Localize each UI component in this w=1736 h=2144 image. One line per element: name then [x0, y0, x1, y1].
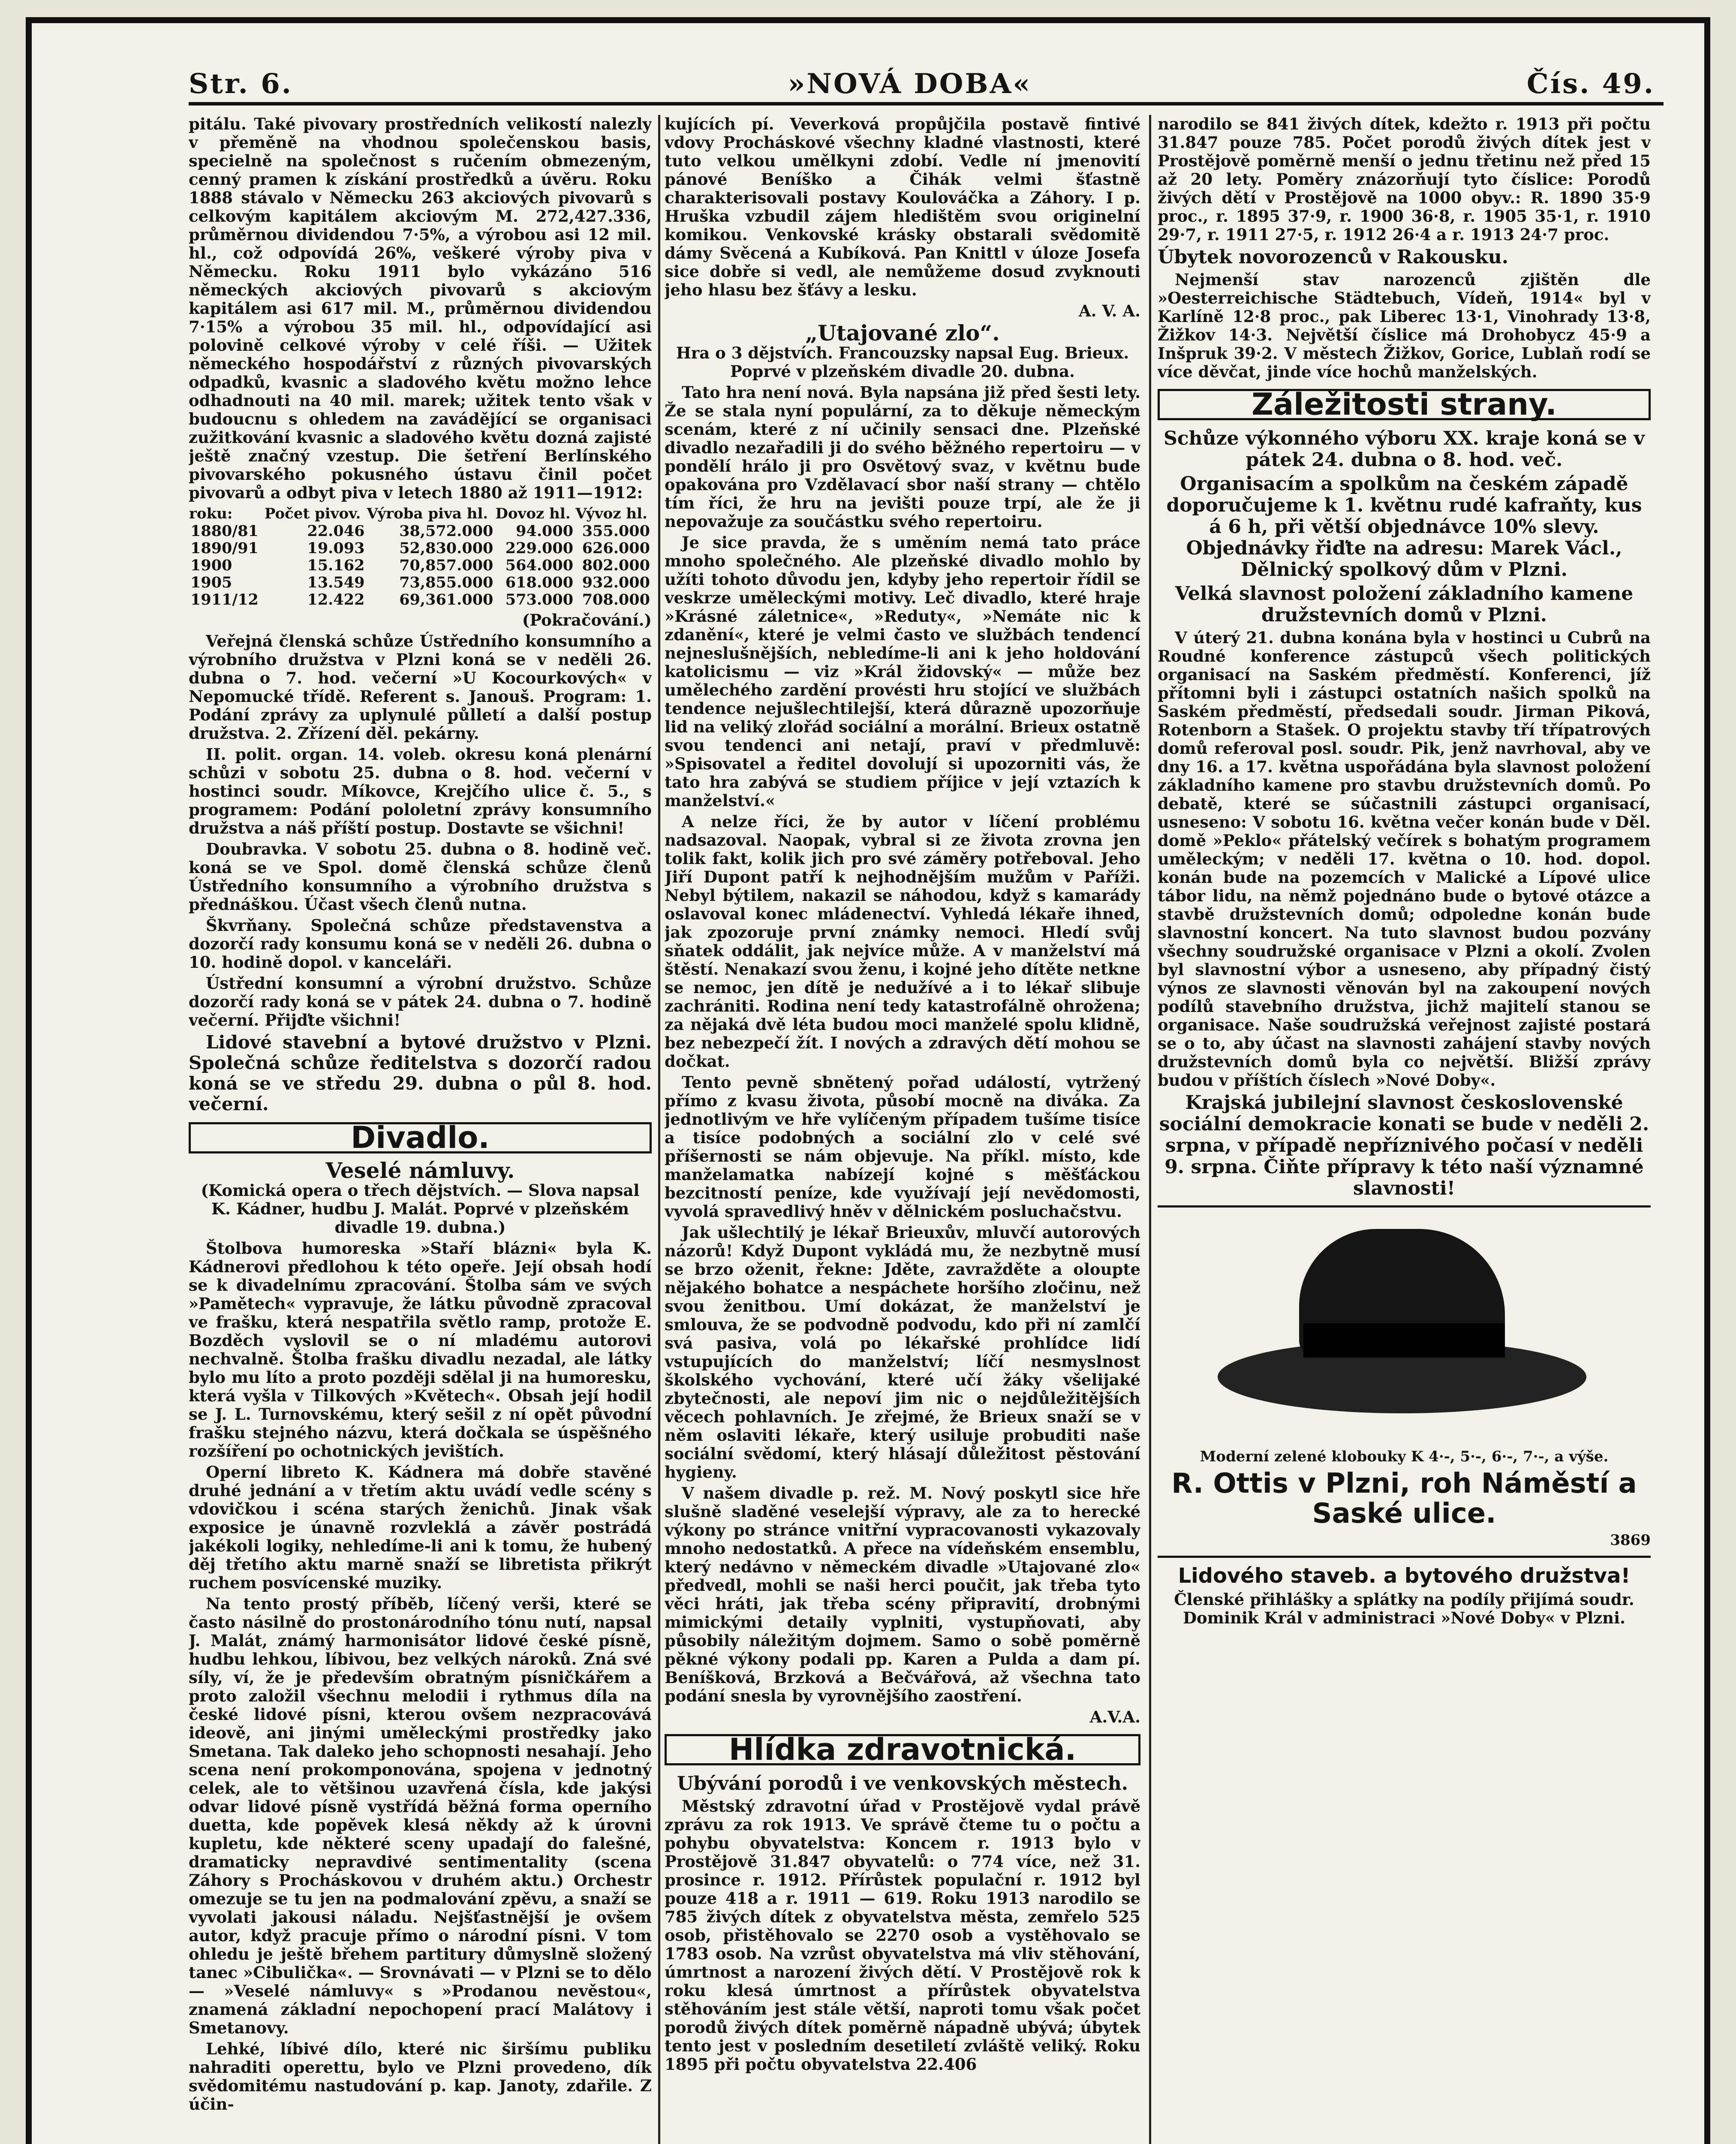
table-cell: 13.549 [307, 574, 365, 591]
author-signature: A.V.A. [1089, 1707, 1140, 1726]
notice-paragraph: Schůze výkonného výboru XX. kraje koná se v pátek 24. dubna o 8. hod. več. [1164, 428, 1645, 471]
table-row [189, 540, 652, 557]
article-subheading: Ubývání porodů i ve venkovských městech. [677, 1773, 1128, 1795]
table-cell: 1900 [190, 557, 232, 574]
continuation-note: (Pokračování.) [522, 611, 652, 629]
table-cell: 1880/81 [190, 522, 259, 540]
table-cell: 19.093 [307, 539, 365, 557]
masthead-title: »NOVÁ DOBA« [788, 67, 1032, 100]
header-rule [189, 102, 1664, 105]
table-cell: 708.000 [582, 591, 650, 608]
table-row [189, 591, 652, 608]
review-paragraph: kujících pí. Veverková propůjčila postavě fintivé vdovy Procháskové všechny kladné vlastnosti, které tuto velkou umělkyni zdobí. Vedle ní jmenovití pánové Beníško a Čihák velmi šťastně charakterisovali postavy Koulováčka a Záhory. I p. Hruška vzbudil zájem hledištěm svou originelní komikou. Venkovské krásky obstarali svědomitě dámy Svěcená a Kubíková. Pan Knittl v úloze Josefa sice dobře si vedl, ale nemůžeme dosud zvyknouti jeho hlasu bez šťávy a lesku. [665, 115, 1140, 299]
notice-paragraph: Lidové stavební a bytové družstvo v Plzni. Společná schůze ředitelstva s dozorčí radou koná se ve středu 29. dubna o půl 8. hod. večerní. [189, 1032, 652, 1114]
table-cell: 15.162 [307, 557, 365, 574]
table-row [189, 523, 652, 540]
review-subtitle: Hra o 3 dějstvích. Francouzsky napsal Eug. Brieux. Poprvé v plzeňském divadle 20. dubna. [676, 343, 1129, 381]
table-cell: 626.000 [582, 539, 650, 557]
ad-hats-shop: R. Ottis v Plzni, roh Náměstí a Saské ulice. [1171, 1468, 1637, 1530]
section-heading-divadlo: Divadlo. [189, 1122, 652, 1153]
review-paragraph: Jak ušlechtilý je lékař Brieuxův, mluvčí autorových názorů! Když Dupont vykládá mu, že nezbytně musí se brzo oženit, řekne: Jděte, zavražděte a oloupte nějakého bohatce a nespáchete horšího zločinu, než svou ženitbou. Umí dokázat, že manželství je smlouva, že se podvodně podvodu, kdo při ní zamlčí svá pasiva, volá po lékařské prohlídce lidí vstupujících do manželství; líčí nesmyslnost školského vychování, které učí žáky všelijaké zbytečnosti, ale nepoví jim nic o nejdůležitějších věcech pohlavních. Je zřejmé, že Brieux snaží se v něm oslaviti lékaře, který usiluje probuditi naše sociální svědomí, který hlásají důležitost pěstování hygieny. [665, 1223, 1140, 1482]
table-cell: 94.000 [516, 522, 574, 540]
review-title: Veselé námluvy. [325, 1158, 515, 1183]
notice-paragraph: Organisacím a spolkům na českém západě doporučujeme k 1. květnu rudé kafraňty, kus á 6 h, při větší objednávce 10% slevy. Objednávky řiďte na adresu: Marek Václ., Dělnický spolkový dům v Plzni. [1166, 473, 1642, 581]
table-cell: 355.000 [582, 522, 650, 540]
table-row [189, 557, 652, 574]
notice-paragraph: Veřejná členská schůze Ústředního konsumního a výrobního družstva v Plzni koná se v neděli 26. dubna o 7. hod. večerní »U Kocourkových« v Nepomucké třídě. Referent s. Janouš. Program: 1. Podání zprávy za uplynulé půlletí a další postup družstva. 2. Zřízení děl. pekárny. [189, 632, 652, 743]
issue-number: Čís. 49. [1526, 67, 1655, 100]
table-header: Výroba piva hl. [367, 505, 488, 522]
review-paragraph: Tato hra není nová. Byla napsána již před šesti lety. Že se stala nyní populární, za to děkuje německým scenám, které z ní učinily sensaci dne. Plzeňské divadlo nezařadili ji do svého běžného repertoiru — v pondělí hrálo ji pro Osvětový svaz, v květnu bude opakována pro Vzdělavací sbor naší strany — chtělo tím říci, že hru na jevišti pouze trpí, ale že ji nepovažuje za součástku svého repertoiru. [665, 383, 1140, 531]
table-cell: 73,855.000 [399, 574, 493, 591]
table-header: Dovoz hl. [495, 505, 571, 522]
column-2 [665, 115, 1140, 2144]
table-cell: 564.000 [505, 557, 574, 574]
divider [1158, 1556, 1651, 1558]
review-paragraph: Štolbova humoreska »Staří blázni« byla K. Kádnerovi předlohou k této opeře. Její obsah hodí se k divadelnímu zpracování. Štolba sám ve svých »Pamětech« vypravuje, že látku původně zpracoval ve frašku, která nespatřila světlo ramp, protože E. Bozděch vyslovil se o ní mladému autorovi nechvalně. Štolba frašku divadlu nezadal, ale látky bylo mu líto a proto později sdělal ji na humoresku, která vyšla v Tilkových »Květech«. Obsah její hodil se J. L. Turnovskému, který sešil z ní opět původní frašku stejného názvu, která dočkala se úspěšného rozšíření po ochotnických jevištích. [189, 1239, 652, 1460]
table-cell: 1911/12 [190, 591, 259, 608]
table-header: roku: [189, 505, 233, 522]
section-heading-zalezitosti: Záležitosti strany. [1158, 389, 1651, 420]
review-paragraph: Tento pevně sbnětený pořad událostí, vytržený přímo z kvasu života, působí mocně na diváka. Za jednotlivým ve hře vylíčeným případem tušíme tisíce a tisíce podobných a sociální zlo v celé své příšernosti se nám objevuje. Na příkl. místo, kde manželamatka nabízejí kojné s měšťáckou bezcitností peníze, kde využívají její nevědomosti, vyvolá spravedlivý hněv v dělnickém posluchačstvu. [665, 1073, 1140, 1221]
column-3 [1158, 115, 1651, 2144]
table-cell: 22.046 [307, 522, 365, 540]
article-subheading: Úbytek novorozenců v Rakousku. [1158, 246, 1509, 268]
column-1 [189, 115, 652, 2144]
ad-cooperative-title: Lidového staveb. a bytového družstva! [1178, 1564, 1631, 1588]
table-cell: 932.000 [582, 574, 650, 591]
notice-paragraph: II. polit. organ. 14. voleb. okresu koná plenární schůzi v sobotu 25. dubna o 8. hod. večerní v hostinci soudr. Míkovce, Krejčího ulice č. 5., s programem: Podání pololetní zprávy konsumního družstva a náš příští postup. Dostavte se všichni! [189, 745, 652, 837]
notice-paragraph: Škvrňany. Společná schůze představenstva a dozorčí rady konsumu koná se v neděli 26. dubna o 10. hodině dopol. v kanceláři. [189, 916, 652, 972]
page-header [189, 64, 1655, 103]
table-cell: 38,572.000 [399, 522, 493, 540]
table-header: Počet pivov. [264, 505, 361, 522]
table-cell: 1890/91 [190, 539, 259, 557]
review-paragraph: V našem divadle p. rež. M. Nový poskytl sice hře slušně sladěné veselejší výpravy, ale za to herecké výkony po stránce vnitřní vypracovanosti vykazovaly mnoho nedostatků. A přece na vídeňském ensemblu, který nedávno v německém divadle »Utajované zlo« předvedl, mohli se naši herci poučit, jak třeba tyto věci hráti, jak třeba scény připravití, drobnými mimickými detaily vyplniti, vystupňovati, aby působily náležitým dojmem. Samo o sobě poměrně pěkné výkony podali pp. Karen a Pulda a dam pí. Beníšková, Brzková a Bečvářová, až všechna tato podání snesla by vyrovnějšího zaostření. [665, 1484, 1140, 1705]
review-paragraph: Na tento prostý příběb, líčený verši, které se často násilně do prostonárodního tónu nutí, napsal J. Malát, známý harmonisátor lidové české písně, hudbu lehkou, líbivou, bez velkých nároků. Zná své síly, ví, že je především obratným písničkářem a proto založil všechnu melodii i rythmus díla na české lidové písni, kterou ovšem nezpracovává ideově, ani jinými uměleckými prostředky jako Smetana. Tak daleko jeho schopnosti nesahají. Jeho scena není prokomponována, spojena v jednotný celek, ale to většinou uzavřená čísla, kde jakýsi odvar lidové písně vystřídá běžná forma operního duetta, kde popěvek klesá někdy až k úrovni kupletu, kde některé sceny upadají do falešné, dramaticky nepravdivé sentimentality (scena Záhory s Procháskovou v druhém aktu.) Orchestr omezuje se tu jen na podmalování zpěvu, a snaží se vyvolati jakousi náladu. Nejšťastnější je ovšem autor, když pracuje přímo o národní písni. V tom ohledu je ještě břehem partitury důmyslně složený tanec »Cibulička«. — Srovnávati — v Plzni se to dělo — »Veselé námluvy« s »Prodanou nevěstou«, znamená základní nepochopení prací Malátovy i Smetanovy. [189, 1594, 652, 2037]
article-paragraph: Nejmenší stav narozenců zjištěn dle »Oesterreichische Städtebuch, Vídeň, 1914« byl v Karlíně 12·8 proc., pak Liberec 13·1, Vinohrady 13·8, Žižkov 14·3. Největší číslice má Drohobycz 45·9 a Inšpruk 39·2. V městech Žižkov, Gorice, Lublaň rodí se více děvčat, jinde více hochů manželských. [1158, 270, 1651, 381]
hat-illustration [1158, 1216, 1651, 1439]
table-header: Vývoz hl. [575, 505, 647, 522]
table-cell: 1905 [190, 574, 232, 591]
review-paragraph: Je sice pravda, že s uměním nemá tato práce mnoho společného. Ale plzeňské divadlo mohlo by užíti tohoto důvodu jen, kdyby jeho repertoir řídil se veskrze uměleckými motivy. Leč divadlo, které hraje »Krásné záletnice«, »Reduty«, »Nemáte nic k zdanění«, které je velmi často ve službách tendencí nejneslušnějších, nebledíme-li ani k jeho holdování katolicismu — viz »Král židovský« — může bez umělechého zardění provésti hru stojící ve službách tendence nejušlechtilejší, která důrazně upozorňuje lid na veliký zlořád sociální a morální. Brieux ostatně svou tendenci ani netají, praví v předmluvě: »Spisovatel a ředitel dovolují si upozorniti vás, že tato hra zabývá se studiem příjice v její vztazích k manželství.« [665, 533, 1140, 810]
divider [1158, 1205, 1651, 1208]
notice-paragraph: Ústřední konsumní a výrobní družstvo. Schůze dozorčí rady koná se v pátek 24. dubna o 7. hodině večerní. Přijďte všichni! [189, 974, 652, 1030]
table-cell: 229.000 [505, 539, 574, 557]
table-cell: 618.000 [505, 574, 574, 591]
review-subtitle: (Komická opera o třech dějstvích. — Slova napsal K. Kádner, hudbu J. Malát. Poprvé v plzeňském divadle 19. dubna.) [201, 1181, 640, 1237]
article-paragraph: Městský zdravotní úřad v Prostějově vydal právě zprávu za rok 1913. Ve správě čteme tu o počtu a pohybu obyvatelstva: Koncem r. 1913 bylo v Prostějově 31.847 obyvatelů: o 774 více, než 31. prosince r. 1912. Přírůstek populační r. 1912 byl pouze 418 a r. 1911 — 619. Roku 1913 narodilo se 785 živých dítek z obyvatelstva města, zemřelo 525 osob, přistěhovalo se 2270 osob a vystěhovalo se 1783 osob. Na vzrůst obyvatelstva má vliv stěhování, úmrtnost a narození živých dětí. V Prostějově rok k roku klesá úmrtnost a přírůstek obyvatelstva stěhováním jest stále větší, naproti tomu však počet porodů živých dítek poměrně nápadně ubývá; úbytek tento jest v posledním desetiletí zvláště veliký. Roku 1895 při počtu obyvatelstva 22.406 [665, 1797, 1140, 2074]
author-signature: A. V. A. [1078, 301, 1140, 320]
review-paragraph: Lehké, líbivé dílo, které nic širšímu publiku nahraditi operettu, bylo ve Plzni provedeno, dík svědomitému nastudování p. kap. Janoty, zdařile. Z účin- [189, 2039, 652, 2114]
table-cell: 802.000 [582, 557, 650, 574]
column-divider [1149, 115, 1151, 2144]
table-cell: 69,361.000 [399, 591, 493, 608]
review-paragraph: A nelze říci, že by autor v líčení problému nadsazoval. Naopak, vybral si ze života zrovna jen tolik fakt, kolik jich pro své záměry potřeboval. Jeho Jiří Dupont patří k nejhodnějším mužům v Paříži. Nebyl býtilem, nakazil se náhodou, když s kamarády oslavoval konec mládenectví. Vyhledá lékaře ihned, jak zpozoruje první známky nemoci. Hledí svůj sňatek oddálit, jak nejvíce může. A v manželství má štěstí. Nenakazí svou ženu, i kojné jeho dítěte netkne se nemoc, jen dítě je nedužívé a i to lékař slibuje zachrániti. Rodina není tedy katastrofálně ohrožena; za nějaká dvě léta budou moci manželé spolu klidně, bez nebezpečí žít. I nových a zdravých dětí mohou se dočkat. [665, 812, 1140, 1071]
table-row [189, 574, 652, 591]
article-paragraph: V úterý 21. dubna konána byla v hostinci u Cubrů na Roudné konference zástupců všech politických organisací na Saském předměstí. Konferenci, jíž přítomni byli i zástupci ostatních našich spolků na Saském předměstí, předsedali soudr. Jirman Piková, Rotenborn a Stašek. O projektu stavby tří třípatrových domů referoval posl. soudr. Pik, jenž navrhoval, aby ve dny 16. a 17. května uspořádána byla slavnost položení základního kamene pro stavbu družstevních domů. Po debatě, které se súčastnili zástupci organisací, usneseno: V sobotu 16. května večer konán bude v Děl. domě »Peklo« přátelský večírek s bohatým programem uměleckým; v neděli 17. května o 10. hod. dopol. konán bude na pozemcích v Malické a Lípové ulice tábor lidu, na němž pojednáno bude o bytové otázce a stavbě družstevních domů; odpoledne konán bude slavnostní koncert. Na tuto slavnost budou pozvány všechny soudružské organisace v Plzni a okolí. Zvolen byl slavnostní výbor a usneseno, aby případný čistý výnos ze slavnosti věnován byl na zakoupení nových podílů stavebního družstva, jichž majitelí stanou se organisace. Naše soudružská veřejnost zajisté postará se o to, aby účast na slavnosti zahájení stavby nových družstevních domů byla co největší. Bližší zprávy budou v příštích číslech »Nové Doby«. [1158, 628, 1651, 1090]
ad-hats-text: Moderní zelené klobouky K 4·-, 5·-, 6·-, 7·-, a výše. [1200, 1448, 1609, 1465]
brewery-statistics-table [189, 505, 652, 608]
review-paragraph: Operní libreto K. Kádnera má dobře stavěné druhé jednání a v třetím aktu uvádí vedle scény s vdovičkou i scéna starých ženichů. Jinak však exposice je únavně rozvleklá a závěr postrádá jakékoli logiky, nehledíme-li ani k tomu, že hubený děj třetího aktu marně snaží se libretista přikrýt ruchem posvícenské muziky. [189, 1463, 652, 1592]
article-subheading: Velká slavnost položení základního kamene družstevních domů v Plzni. [1175, 583, 1634, 626]
section-heading-hlidka: Hlídka zdravotnická. [665, 1734, 1140, 1765]
table-cell: 70,857.000 [399, 557, 493, 574]
ad-number: 3869 [1610, 1532, 1651, 1549]
page-number: Str. 6. [189, 67, 293, 100]
column-divider [658, 115, 660, 2144]
hat-band [1303, 1323, 1505, 1358]
table-header-row [189, 505, 652, 523]
table-cell: 52,830.000 [399, 539, 493, 557]
table-cell: 12.422 [307, 591, 365, 608]
notice-paragraph: Krajská jubilejní slavnost československé sociální demokracie konati se bude v neděli 2. srpna, v případě nepříznivého počasí v neděli 9. srpna. Čiňte přípravy k této naší významné slavnosti! [1159, 1092, 1649, 1199]
article-paragraph: narodilo se 841 živých dítek, kdežto r. 1913 při počtu 31.847 pouze 785. Počet porodů živých dítek jest v Prostějově poměrně menší o jednu třetinu než před 15 až 20 lety. Poměry znázorňují tyto číslice: Porodů živých dětí v Prostějově na 1000 obyv.: R. 1890 35·9 proc., r. 1895 37·9, r. 1900 36·8, r. 1905 35·1, r. 1910 29·7, r. 1911 27·5, r. 1912 26·4 a r. 1913 24·7 proc. [1158, 115, 1651, 244]
review-title: „Utajované zlo“. [805, 320, 1000, 346]
ad-cooperative-text: Členské přihlášky a splátky na podíly přijímá soudr. Dominik Král v administraci »Nové Doby« v Plzni. [1174, 1590, 1634, 1627]
notice-paragraph: Doubravka. V sobotu 25. dubna o 8. hodině več. koná se ve Spol. domě členská schůze členů Ústředního konsumního a výrobního družstva s přednáškou. Účast všech členů nutna. [189, 840, 652, 914]
article-paragraph: pitálu. Také pivovary prostředních velikostí nalezly v přeměně na vhodnou společenskou basis, specielně na společnost s ručením obmezeným, cenný pramen k získání prostředků a úvěru. Roku 1888 stávalo v Německu 263 akciových pivovarů s celkovým kapitálem akciovým M. 272,427.336, průměrnou dividendou 7·5%, a výrobou asi 12 mil. hl., což odpovídá 26%, veškeré výroby piva v Německu. Roku 1911 bylo vykázáno 516 německých akciových pivovarů s akciovým kapitálem asi 617 mil. M., průměrnou dividendou 7·15% a výrobou 35 mil. hl., odpovídající asi polovině celkové výroby v celé říši. — Užitek německého hospodářství z různých pivovarských odpadků, kvasnic a sladového květu možno lehce odhadnouti na 40 mil. marek; užitek tento však v budoucnu s ohledem na zavádějící se organisaci zužitkování kvasnic a sladového květu dozná zajisté ještě značný vzestup. Die šetření Berlínského pivovarského pokusného ústavu činil počet pivovarů a odbyt piva v letech 1880 až 1911—1912: [189, 115, 652, 502]
table-cell: 573.000 [505, 591, 574, 608]
